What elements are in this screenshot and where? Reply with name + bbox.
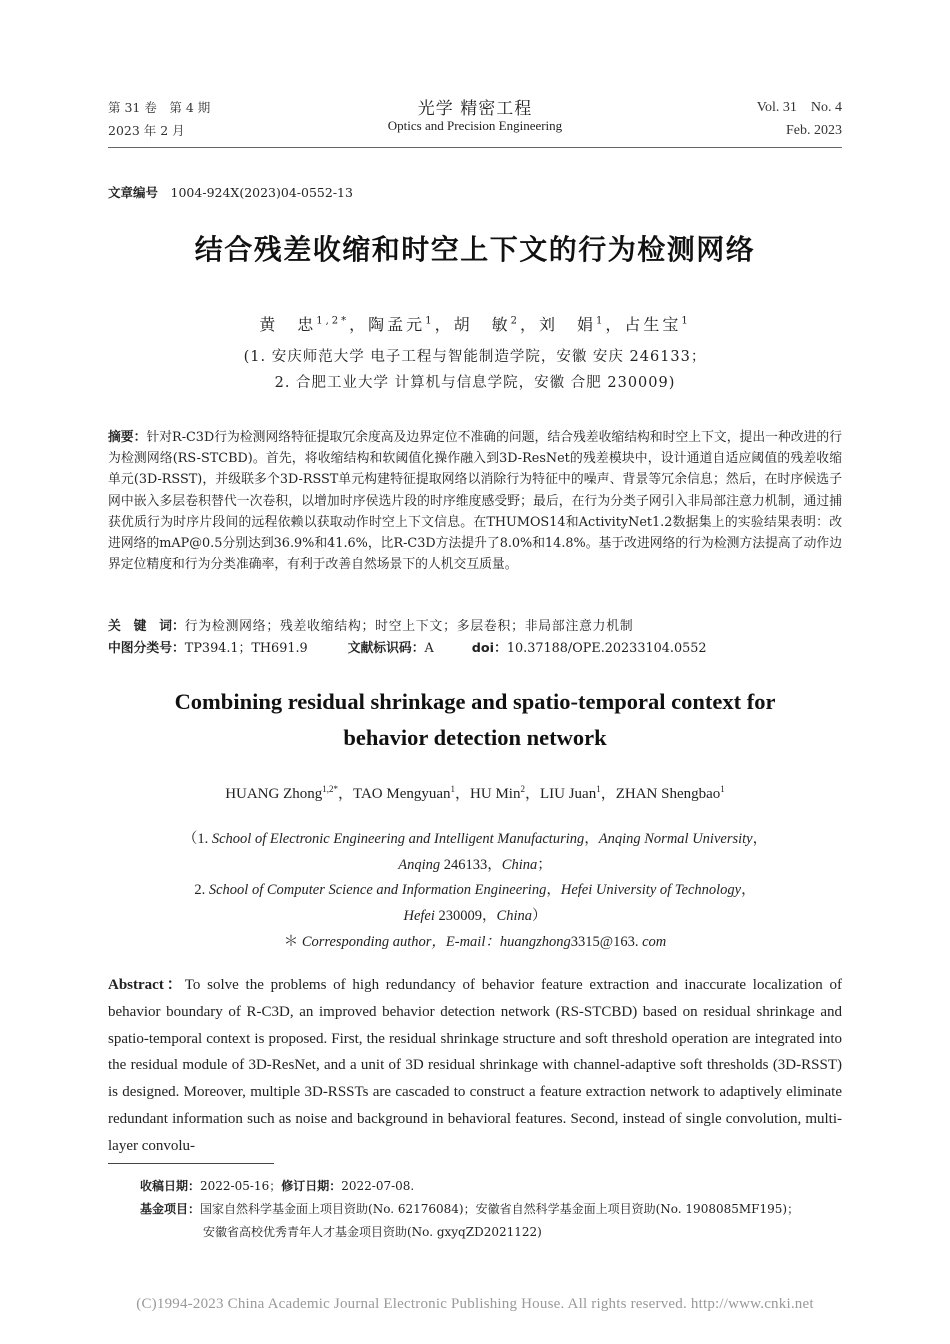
aff-en-2-city: Hefei <box>403 908 435 924</box>
title-cn: 结合残差收缩和时空上下文的行为检测网络 <box>194 233 756 266</box>
author-en-1-sup: 1,2* <box>322 784 339 794</box>
header-volume-issue: 第 31 卷 第 4 期 <box>108 100 211 115</box>
aff-en-1-school: School of Electronic Engineering and Intelligent Manufacturing <box>211 831 585 847</box>
corr-label: Corresponding author，E-mail： <box>301 934 500 950</box>
aff-en-1-country: China <box>501 857 538 873</box>
author-cn-3-sup: 2 <box>510 315 520 327</box>
fund-line1: 国家自然科学基金面上项目资助(No. 62176084)；安徽省自然科学基金面上项目资助(No. 1908085MF195)； <box>200 1202 800 1216</box>
author-cn-2: ，陶孟元 <box>349 315 426 334</box>
aff-en-1-city: Anqing <box>398 857 441 873</box>
doc-code-label: 文献标识码： <box>347 641 425 656</box>
author-cn-5: ，占生宝 <box>605 315 682 334</box>
clc-label: 中图分类号： <box>108 641 185 656</box>
abstract-cn <box>108 427 842 575</box>
aff-en-2-close: ） <box>531 908 547 924</box>
fund-label: 基金项目： <box>140 1202 201 1216</box>
affiliation-en-1-line2 <box>0 852 950 878</box>
author-en-4: ，LIU Juan <box>524 786 597 802</box>
doc-code-value: A <box>424 641 434 656</box>
journal-title-cn: 光学 精密工程 <box>417 99 533 119</box>
keywords-cn <box>108 616 842 637</box>
author-en-3-sup: 2 <box>520 784 525 794</box>
received-label: 收稿日期： <box>140 1179 201 1193</box>
corr-email-c: com <box>638 934 667 950</box>
doi-value: 10.37188/OPE.20233104.0552 <box>506 641 707 656</box>
author-en-2: ，TAO Mengyuan <box>338 786 451 802</box>
corr-email-b: 3315@163. <box>570 934 639 950</box>
author-cn-2-sup: 1 <box>425 315 435 327</box>
affiliation-en-2-line1 <box>0 877 950 903</box>
header-month-year: Feb. 2023 <box>786 123 842 138</box>
aff-en-2-sep: ， <box>546 882 561 898</box>
revised-value: 2022-07-08. <box>341 1179 415 1193</box>
authors-en <box>0 782 950 803</box>
article-id-label: 文章编号 <box>108 185 159 200</box>
author-cn-4-sup: 1 <box>595 315 606 327</box>
aff-en-1-prefix: （1. <box>182 831 212 847</box>
aff-en-1-sep: ， <box>584 831 599 847</box>
header-rule <box>108 147 842 148</box>
aff-en-1-zip: 246133， <box>440 857 502 873</box>
author-cn-5-sup: 1 <box>681 315 691 327</box>
corr-star: ＊ <box>283 934 302 950</box>
header-date: 2023 年 2 月 <box>108 123 185 138</box>
author-en-5: ，ZHAN Shengbao <box>600 786 721 802</box>
revised-label: 修订日期： <box>281 1179 342 1193</box>
keywords-cn-label: 关 键 词： <box>108 619 185 634</box>
aff-en-1-end: ， <box>752 831 768 847</box>
authors-cn <box>0 312 950 335</box>
author-en-3: ，HU Min <box>455 786 521 802</box>
author-en-2-sup: 1 <box>450 784 456 794</box>
aff-en-2-end: ， <box>741 882 756 898</box>
author-en-5-sup: 1 <box>720 784 725 794</box>
aff-en-2-country: China <box>496 908 532 924</box>
affiliation-cn-2: 2. 合肥工业大学 计算机与信息学院，安徽 合肥 230009) <box>274 375 676 391</box>
aff-en-2-university: Hefei University of Technology <box>560 882 742 898</box>
abstract-en-label: Abstract： <box>108 977 185 993</box>
affiliation-cn-1: (1. 安庆师范大学 电子工程与智能制造学院，安徽 安庆 246133； <box>243 349 707 365</box>
corresponding-author <box>0 929 950 955</box>
footnote-fund <box>140 1199 799 1220</box>
abstract-cn-text: 针对R-C3D行为检测网络特征提取冗余度高及边界定位不准确的问题，结合残差收缩结构和时空上下文，提出一种改进的行为检测网络(RS-STCBD)。首先，将收缩结构和软阈值化操作融入到3D-ResNet的残差模块中，设计通道自适应阈值的残差收缩单元(3D-RSST)，并级联多个3D-RSST单元构建特征提取网络以消除行为特征中的噪声、背景等冗余信息；然后，在时序候选子网中嵌入多层卷积替代一次卷积，以增加时序侯选片段的时序维度感受野；最后，在行为分类子网引入非局部注意力机制，通过捕获优质行为时序片段间的远程依赖以获取动作时空上下文信息。在THUMOS14和ActivityNet1.2数据集上的实验结果表明：改进网络的mAP@0.5分别达到36.9%和41.6%，比R-C3D方法提升了8.0%和14.8%。基于改进网络的行为检测方法提高了动作边界定位精度和行为分类准确率，有利于改善自然场景下的人机交互质量。 <box>108 430 842 573</box>
affiliation-en-1-line1 <box>0 826 950 852</box>
footnote-rule <box>108 1163 274 1164</box>
doi-label: doi： <box>471 641 507 656</box>
title-en <box>80 684 870 756</box>
received-value: 2022-05-16； <box>200 1179 282 1193</box>
clc-value: TP394.1；TH691.9 <box>184 641 308 656</box>
aff-en-2-zip: 230009， <box>434 908 497 924</box>
aff-en-2-school: School of Computer Science and Information Engineering <box>208 882 547 898</box>
keywords-cn-text: 行为检测网络；残差收缩结构；时空上下文；多层卷积；非局部注意力机制 <box>184 619 634 634</box>
title-en-line1: Combining residual shrinkage and spatio-temporal context for <box>174 689 776 714</box>
classification-line <box>108 638 842 659</box>
aff-en-1-close: ； <box>537 857 552 873</box>
abstract-cn-label: 摘要： <box>108 430 147 445</box>
author-cn-1: 黄 忠 <box>259 315 317 334</box>
author-cn-3: ，胡 敏 <box>434 315 511 334</box>
abstract-en-text: To solve the problems of high redundancy of behavior feature extraction and inaccurate localization of behavior boundary of R-C3D, an improved behavior detection network (RS-STCBD) based on residual shrinkage and spatio-temporal context is proposed. First, the residual shrinkage structure and soft threshold operation are integrated into the residual module of 3D-ResNet, and a unit of 3D residual shrinkage with channel-adaptive soft thresholds (3D-RSST) is designed. Moreover, multiple 3D-RSSTs are cascaded to construct a feature extraction network to adaptively eliminate redundant information such as noise and background in behavioral features. Second, instead of single convolution, multi-layer convolu- <box>108 977 842 1154</box>
author-cn-1-sup: 1,2* <box>316 315 350 327</box>
affiliation-en-2-line2 <box>0 903 950 929</box>
corr-email-a: huangzhong <box>499 934 571 950</box>
journal-title-en: Optics and Precision Engineering <box>387 118 563 133</box>
author-en-1: HUANG Zhong <box>225 786 323 802</box>
author-cn-4: ，刘 娟 <box>519 315 596 334</box>
cnki-watermark: (C)1994-2023 China Academic Journal Electronic Publishing House. All rights reserved. http://www.cnki.net <box>136 1296 814 1312</box>
header-vol-no: Vol. 31 No. 4 <box>756 100 842 115</box>
abstract-en <box>108 972 842 1160</box>
title-en-line2: behavior detection network <box>343 725 607 750</box>
aff-en-1-university: Anqing Normal University <box>598 831 753 847</box>
aff-en-2-prefix: 2. <box>194 882 209 898</box>
author-en-4-sup: 1 <box>596 784 601 794</box>
article-id <box>108 183 353 201</box>
article-id-value: 1004-924X(2023)04-0552-13 <box>170 185 353 200</box>
footnote-fund-line2: 安徽省高校优秀青年人才基金项目资助(No. gxyqZD2021122) <box>203 1225 542 1239</box>
footnote-dates <box>140 1176 414 1197</box>
